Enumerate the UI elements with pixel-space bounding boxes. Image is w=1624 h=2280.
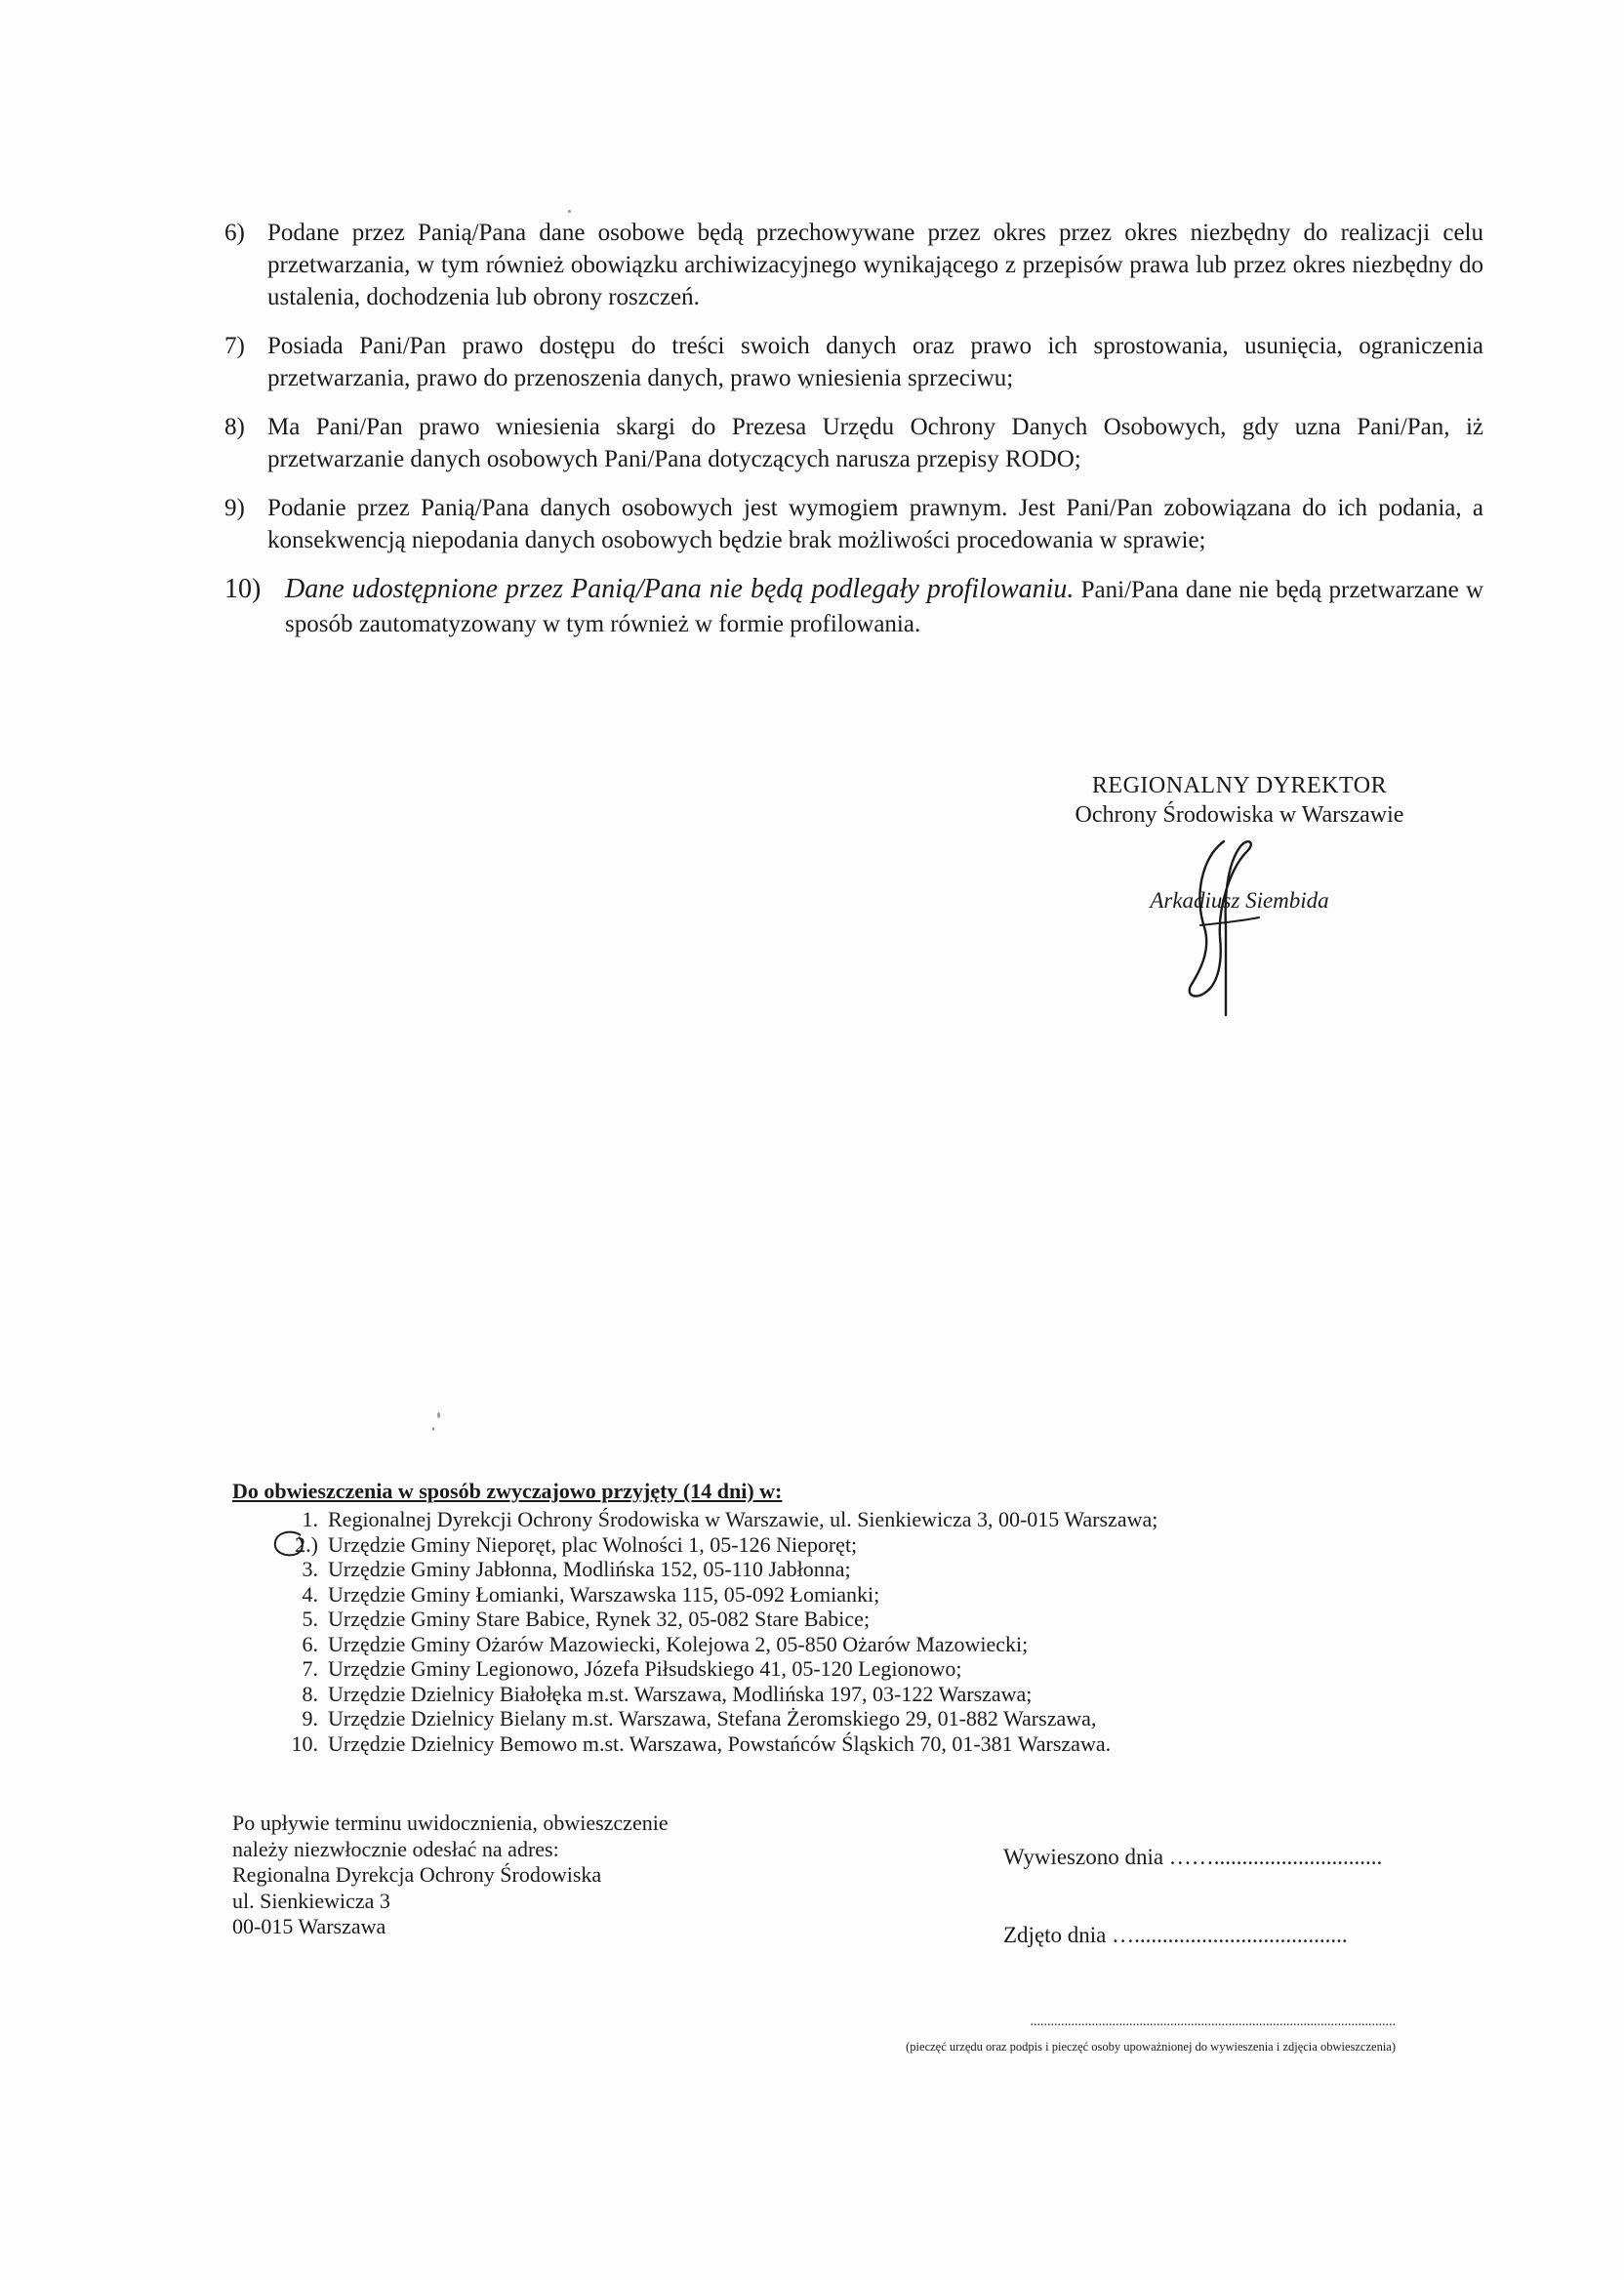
list-item-text: Urzędzie Dzielnicy Białołęka m.st. Warszawa, Modlińska 197, 03-122 Warszawa; bbox=[328, 1681, 1033, 1706]
list-item-text: Urzędzie Gminy Ożarów Mazowiecki, Kolejowa 2, 05-850 Ożarów Mazowiecki; bbox=[328, 1631, 1029, 1656]
posted-date-blank: …….............................. bbox=[1168, 1845, 1383, 1869]
list-item-text: Urzędzie Dzielnicy Bemowo m.st. Warszawa, Powstańców Śląskich 70, 01-381 Warszawa. bbox=[328, 1730, 1112, 1756]
return-address bbox=[232, 1811, 779, 1940]
list-item-text: Regionalnej Dyrekcji Ochrony Środowiska w Warszawie, ul. Sienkiewicza 3, 00-015 Warszawa; bbox=[328, 1507, 1158, 1531]
removed-date-label: Zdjęto dnia bbox=[1003, 1923, 1107, 1947]
clause-italic-text: Dane udostępnione przez Panią/Pana nie będą podlegały profilowaniu. bbox=[285, 574, 1075, 604]
director-stamp bbox=[1044, 771, 1435, 916]
list-item bbox=[232, 1656, 1374, 1682]
list-item-text: Urzędzie Gminy Jabłonna, Modlińska 152, 05-110 Jabłonna; bbox=[328, 1557, 851, 1581]
scan-speck bbox=[432, 1427, 434, 1431]
list-item-number: 2.) bbox=[295, 1531, 318, 1557]
posted-date-field bbox=[1003, 1845, 1382, 1870]
list-item-number: 1. bbox=[302, 1507, 318, 1531]
director-name: Arkadiusz Siembida bbox=[1150, 888, 1329, 913]
list-item bbox=[232, 1607, 1374, 1632]
clause-number: 7) bbox=[224, 333, 245, 359]
list-item-text: Urzędzie Gminy Łomianki, Warszawska 115, 05-092 Łomianki; bbox=[328, 1581, 880, 1607]
return-address-line: Po upływie terminu uwidocznienia, obwieszczenie bbox=[232, 1811, 669, 1835]
clause-7 bbox=[224, 330, 1483, 394]
list-item-number: 3. bbox=[302, 1557, 318, 1581]
clause-number: 6) bbox=[224, 220, 245, 246]
list-item-number: 5. bbox=[302, 1607, 318, 1631]
clause-6 bbox=[224, 217, 1483, 313]
scan-speck bbox=[437, 1412, 440, 1418]
clause-text: Posiada Pani/Pan prawo dostępu do treści swoich danych oraz prawo ich sprostowania, usunięcia, ograniczenia przetwarzania, prawo do przenoszenia danych, prawo wniesienia sprzeciwu; bbox=[267, 333, 1483, 391]
list-item-number: 8. bbox=[302, 1681, 318, 1706]
list-item-number: 4. bbox=[302, 1581, 318, 1607]
list-item-number: 9. bbox=[302, 1706, 318, 1730]
return-address-line: ul. Sienkiewicza 3 bbox=[232, 1888, 390, 1913]
clause-number: 8) bbox=[224, 414, 245, 440]
clause-text: Ma Pani/Pan prawo wniesienia skargi do Prezesa Urzędu Ochrony Danych Osobowych, gdy uzna Pani/Pan, iż przetwarzanie danych osobowych Pani/Pana dotyczących narusza przepisy RODO; bbox=[267, 414, 1483, 472]
clause-list bbox=[224, 217, 1483, 658]
list-item-text: Urzędzie Dzielnicy Bielany m.st. Warszawa, Stefana Żeromskiego 29, 01-882 Warszawa, bbox=[328, 1706, 1097, 1730]
clause-text: Podane przez Panią/Pana dane osobowe będą przechowywane przez okres przez okres niezbędny do realizacji celu przetwarzania, w tym również obowiązku archiwizacyjnego wynikającego z przepisów prawa lub przez okres niezbędny do ustalenia, dochodzenia lub obrony roszczeń. bbox=[267, 220, 1483, 310]
return-address-line: należy niezwłocznie odesłać na adres: bbox=[232, 1836, 559, 1861]
list-item-text: Urzędzie Gminy Stare Babice, Rynek 32, 05-082 Stare Babice; bbox=[328, 1607, 871, 1631]
clause-9 bbox=[224, 492, 1483, 556]
return-address-line: Regionalna Dyrekcja Ochrony Środowiska bbox=[232, 1862, 602, 1887]
clause-text: Pani/Pana dane nie będą przetwarzane w sposób zautomatyzowany w tym również w formie profilowania. bbox=[285, 577, 1484, 637]
clause-text: Podanie przez Panią/Pana danych osobowych jest wymogiem prawnym. Jest Pani/Pan zobowiązana do ich podania, a konsekwencją niepodania danych osobowych będzie brak możliwości procedowania w sprawie; bbox=[267, 495, 1483, 553]
list-item-number: 6. bbox=[302, 1631, 318, 1656]
director-office: Ochrony Środowiska w Warszawie bbox=[1075, 802, 1404, 828]
list-item-text: Urzędzie Gminy Nieporęt, plac Wolności 1, 05-126 Nieporęt; bbox=[328, 1531, 858, 1557]
list-item bbox=[232, 1706, 1374, 1731]
removed-date-field bbox=[1003, 1923, 1348, 1948]
distribution-list bbox=[232, 1507, 1374, 1756]
clause-number: 10) bbox=[224, 574, 262, 604]
director-title: REGIONALNY DYREKTOR bbox=[1091, 773, 1388, 798]
list-item bbox=[232, 1507, 1374, 1532]
clause-10 bbox=[224, 573, 1483, 641]
scan-speck bbox=[568, 210, 571, 213]
distribution-section bbox=[232, 1479, 1374, 1756]
list-item bbox=[232, 1682, 1374, 1707]
clause-8 bbox=[224, 411, 1483, 475]
list-item bbox=[232, 1557, 1374, 1582]
list-item bbox=[232, 1731, 1374, 1757]
list-item bbox=[232, 1582, 1374, 1608]
removed-date-blank: …...................................... bbox=[1112, 1923, 1348, 1947]
posted-date-label: Wywieszono dnia bbox=[1003, 1845, 1164, 1869]
stamp-caption: (pieczęć urzędu oraz podpis i pieczęć osoby upoważnionej do wywieszenia i zdjęcia obwieszczenia) bbox=[906, 2040, 1396, 2054]
distribution-heading: Do obwieszczenia w sposób zwyczajowo przyjęty (14 dni) w: bbox=[232, 1479, 783, 1503]
list-item-number: 7. bbox=[302, 1656, 318, 1681]
list-item-number: 10. bbox=[291, 1730, 318, 1756]
list-item bbox=[232, 1532, 1374, 1558]
return-address-line: 00-015 Warszawa bbox=[232, 1914, 386, 1938]
stamp-signature-line: ........................................................................................................... bbox=[1030, 2015, 1396, 2029]
clause-number: 9) bbox=[224, 495, 245, 521]
list-item bbox=[232, 1632, 1374, 1657]
list-item-text: Urzędzie Gminy Legionowo, Józefa Piłsudskiego 41, 05-120 Legionowo; bbox=[328, 1656, 962, 1681]
